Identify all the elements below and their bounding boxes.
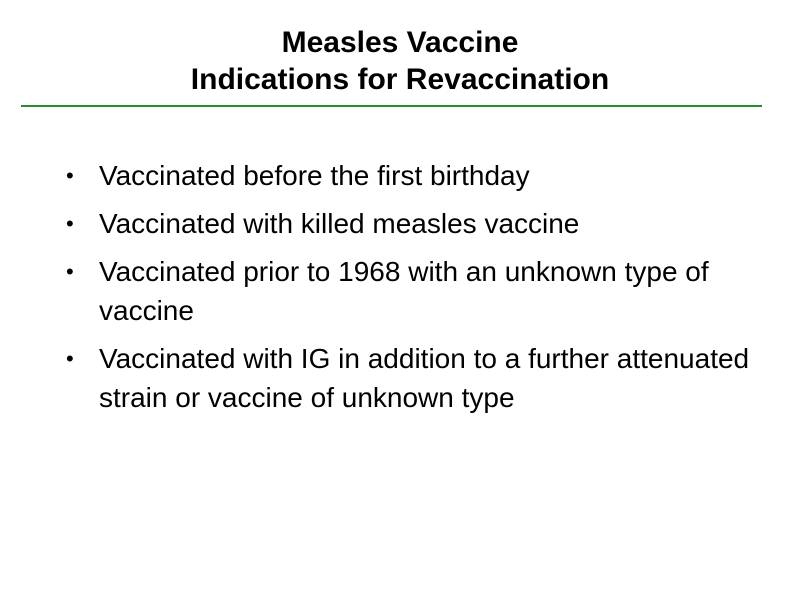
bullet-icon: •: [66, 163, 74, 188]
title-line-2: Indications for Revaccination: [190, 63, 610, 96]
title-line-1: Measles Vaccine: [281, 26, 519, 59]
bullet-icon: •: [66, 346, 74, 371]
bullet-text: Vaccinated before the first birthday: [99, 160, 530, 191]
bullet-item: [66, 156, 786, 195]
bullet-list: [66, 156, 786, 426]
bullet-icon: •: [66, 259, 74, 284]
title-divider: [21, 105, 762, 107]
bullet-text: Vaccinated prior to 1968 with an unknown type of vaccine: [99, 256, 709, 326]
bullet-icon: •: [66, 211, 74, 236]
bullet-item: [66, 339, 786, 417]
bullet-item: [66, 252, 786, 330]
bullet-item: [66, 204, 786, 243]
bullet-text: Vaccinated with killed measles vaccine: [99, 208, 580, 239]
slide-title: [0, 24, 800, 98]
bullet-text: Vaccinated with IG in addition to a further attenuated strain or vaccine of unknown type: [99, 343, 750, 413]
